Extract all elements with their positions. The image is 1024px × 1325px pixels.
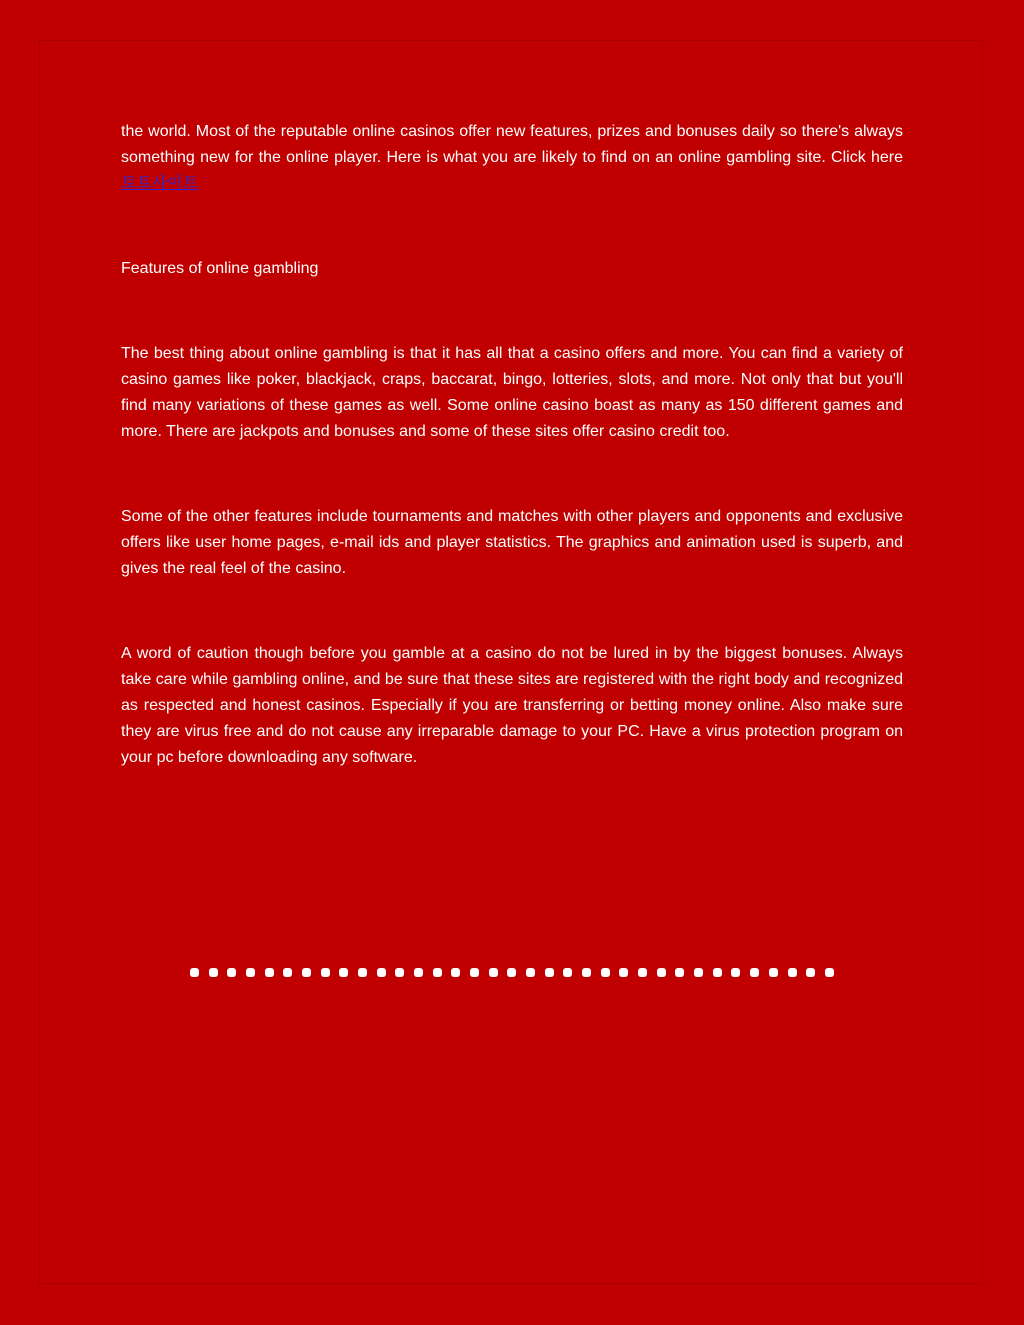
divider-dot	[321, 968, 330, 977]
divider-dot	[675, 968, 684, 977]
document-body	[121, 119, 903, 771]
divider-dot	[750, 968, 759, 977]
paragraph-intro-text: the world. Most of the reputable online casinos offer new features, prizes and bonuses daily so there's always something new for the online player. Here is what you are likely to find on an online gambling site. Click here	[121, 123, 903, 166]
divider-dot	[489, 968, 498, 977]
divider-dot	[470, 968, 479, 977]
section-heading: Features of online gambling	[121, 260, 319, 277]
divider-dot	[451, 968, 460, 977]
paragraph-features: The best thing about online gambling is that it has all that a casino offers and more. You can find a variety of casino games like poker, blackjack, craps, baccarat, bingo, lotteries, slots, and more. Not only that but you'll find many variations of these games as well. Some online casino boast as many as 150 different games and more. There are jackpots and bonuses and some of these sites offer casino credit too.	[121, 345, 903, 440]
divider-dot	[227, 968, 236, 977]
divider-dot	[601, 968, 610, 977]
divider-dot	[788, 968, 797, 977]
divider-dot	[619, 968, 628, 977]
paragraph-caution: A word of caution though before you gamble at a casino do not be lured in by the biggest bonuses. Always take care while gambling online, and be sure that these sites are registered with the right body and recognized as respected and honest casinos. Especially if you are transferring or betting money online. Also make sure they are virus free and do not cause any irreparable damage to your PC. Have a virus protection program on your pc before downloading any software.	[121, 645, 903, 766]
divider-dot	[545, 968, 554, 977]
divider-dot	[339, 968, 348, 977]
divider-dot	[526, 968, 535, 977]
decorative-dot-divider	[190, 965, 834, 979]
divider-dot	[265, 968, 274, 977]
divider-dot	[246, 968, 255, 977]
divider-dot	[563, 968, 572, 977]
divider-dot	[395, 968, 404, 977]
divider-dot	[582, 968, 591, 977]
divider-dot	[358, 968, 367, 977]
divider-dot	[283, 968, 292, 977]
paragraph-other-features: Some of the other features include tournaments and matches with other players and opponents and exclusive offers like user home pages, e-mail ids and player statistics. The graphics and animation used is superb, and gives the real feel of the casino.	[121, 508, 903, 577]
divider-dot	[209, 968, 218, 977]
divider-dot	[769, 968, 778, 977]
divider-dot	[377, 968, 386, 977]
toto-site-link[interactable]: 토토사이트	[121, 175, 199, 192]
paragraph-intro	[121, 119, 903, 197]
divider-dot	[507, 968, 516, 977]
divider-dot	[825, 968, 834, 977]
divider-dot	[433, 968, 442, 977]
divider-dot	[806, 968, 815, 977]
divider-dot	[694, 968, 703, 977]
divider-dot	[657, 968, 666, 977]
divider-dot	[713, 968, 722, 977]
divider-dot	[414, 968, 423, 977]
divider-dot	[731, 968, 740, 977]
divider-dot	[302, 968, 311, 977]
divider-dot	[190, 968, 199, 977]
divider-dot	[638, 968, 647, 977]
